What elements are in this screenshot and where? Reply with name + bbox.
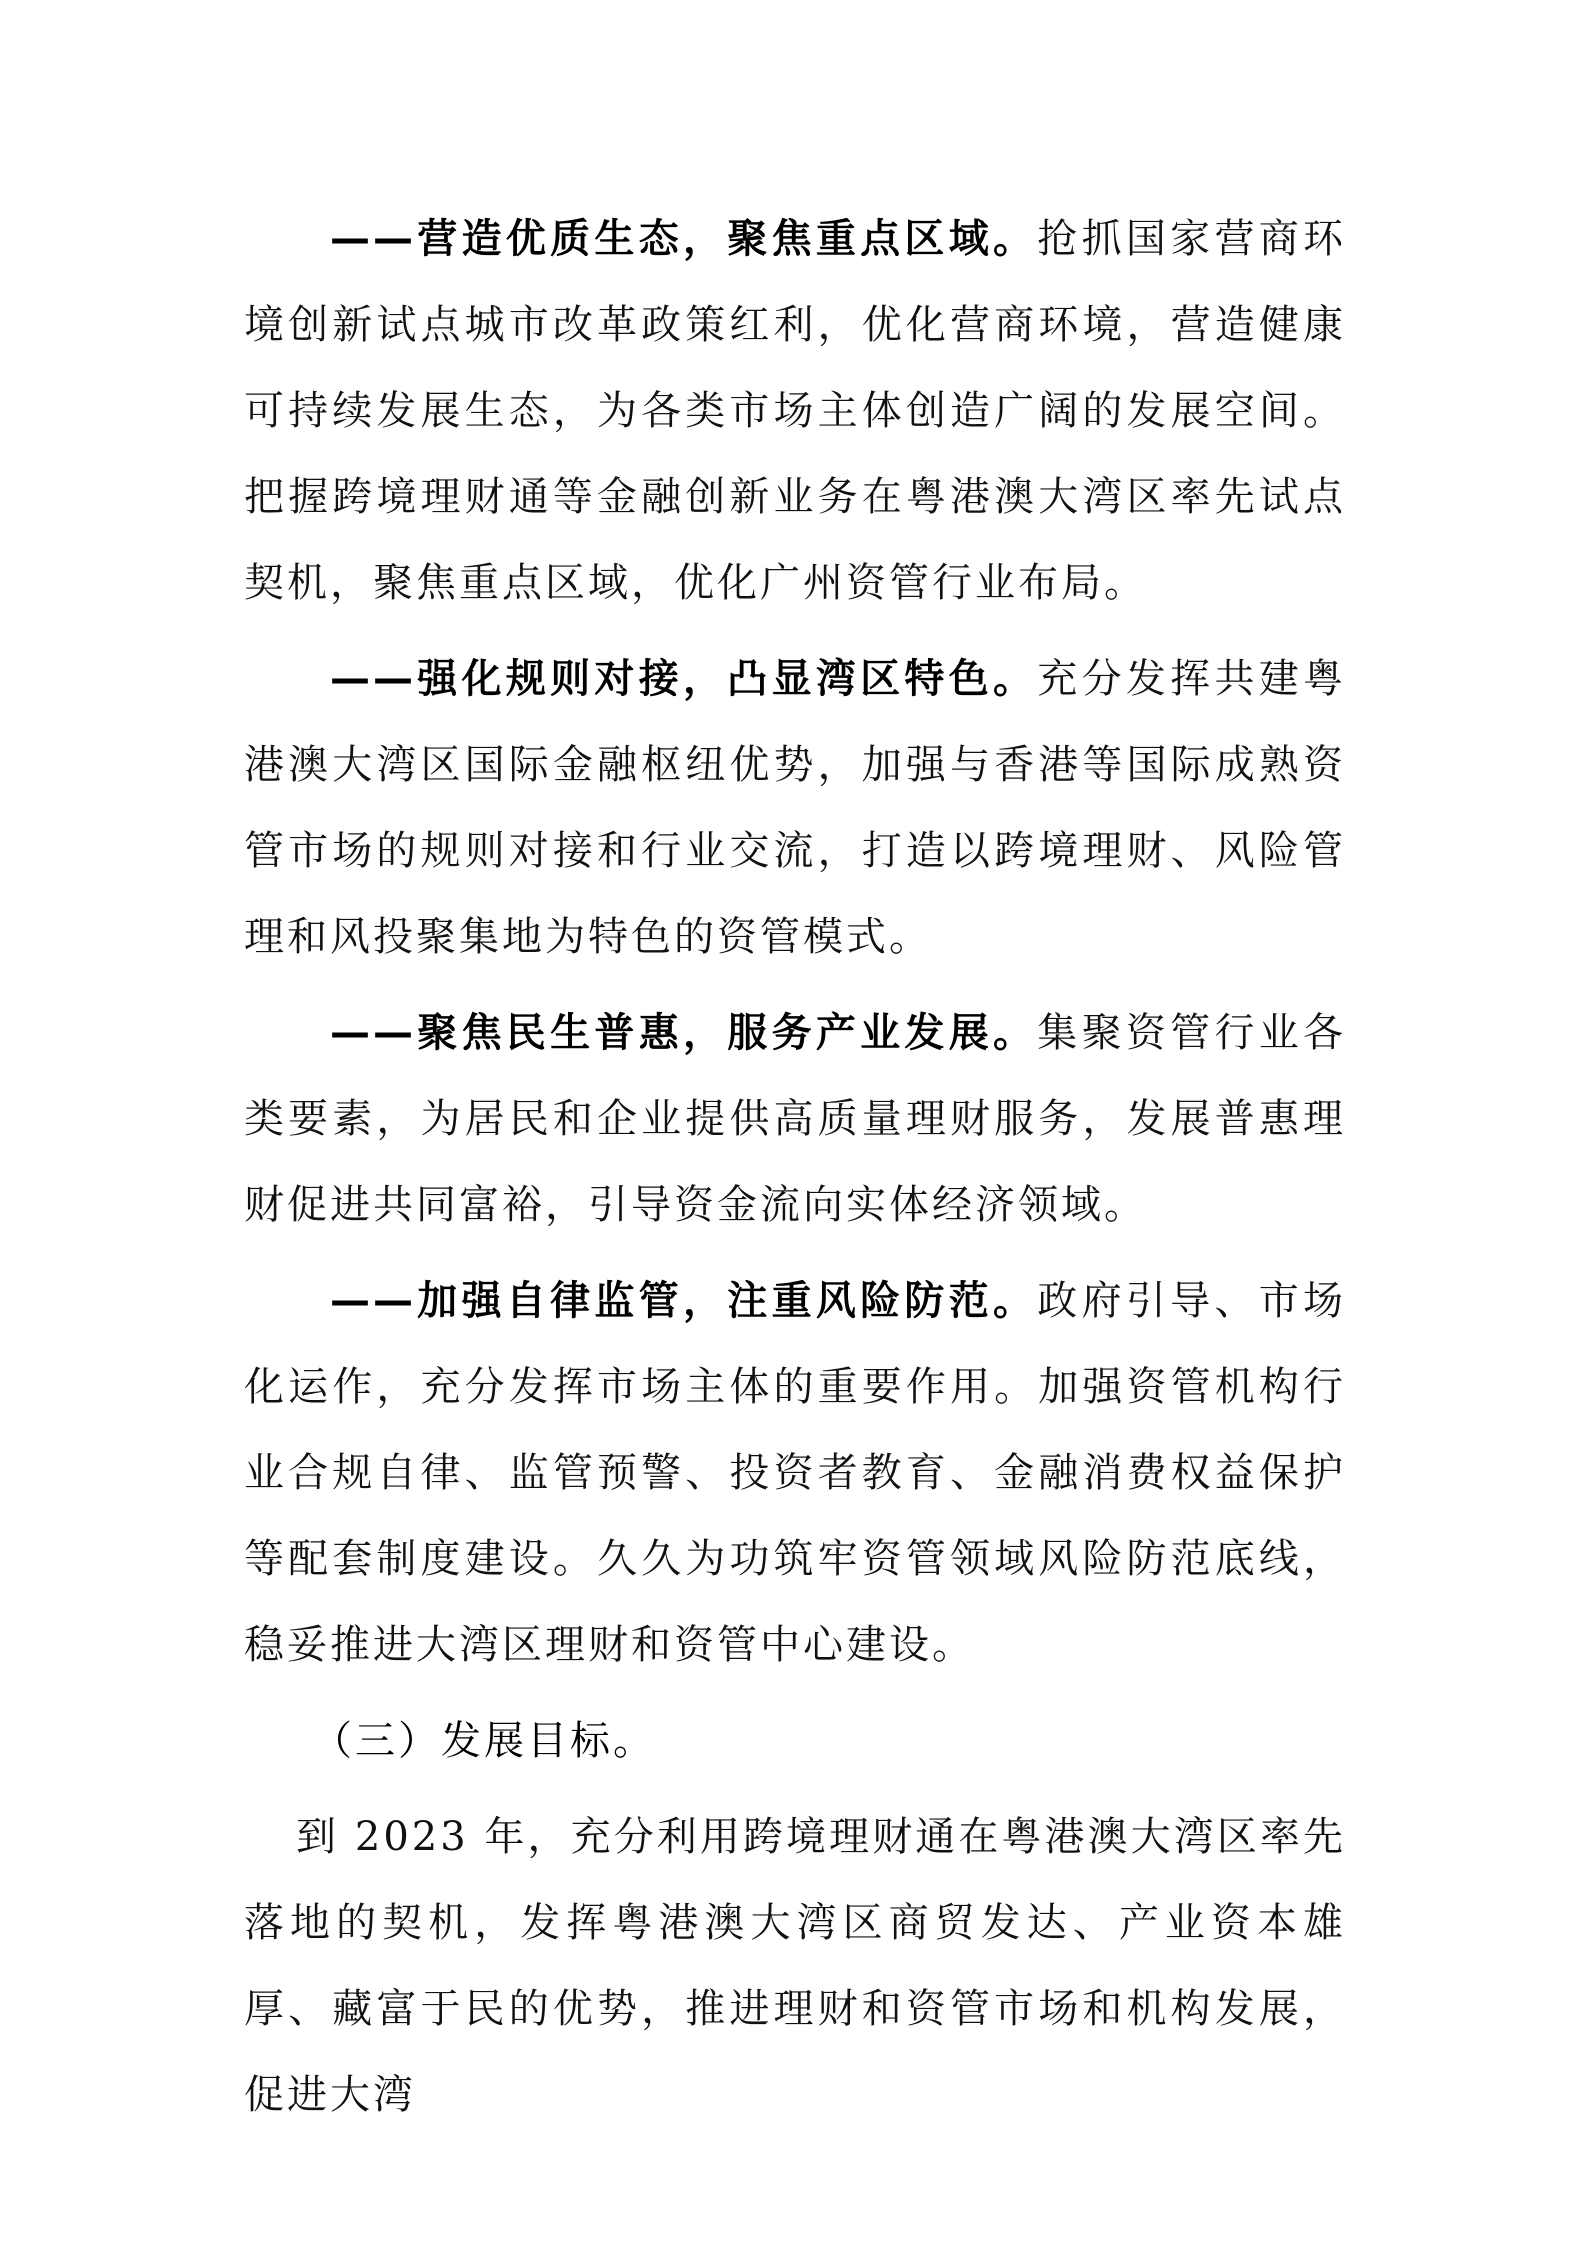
principle-lead-livelihood: ——聚焦民生普惠，服务产业发展。 [330,1010,1038,1056]
principle-body-regulation: 政府引导、市场化运作，充分发挥市场主体的重要作用。加强资管机构行业合规自律、监管预警、投资者教育、金融消费权益保护等配套制度建设。久久为功筑牢资管领域风险防范底线，稳妥推进大湾区理财和资管中心建设。 [244,1278,1347,1668]
goal-paragraph: 到 2023 年，充分利用跨境理财通在粤港澳大湾区率先落地的契机，发挥粤港澳大湾区商贸发达、产业资本雄厚、藏富于民的优势，推进理财和资管市场和机构发展，促进大湾 [244,1814,1346,2118]
principle-body-ecosystem: 抢抓国家营商环境创新试点城市改革政策红利，优化营商环境，营造健康可持续发展生态，为各类市场主体创造广阔的发展空间。把握跨境理财通等金融创新业务在粤港澳大湾区率先试点契机，聚焦重点区域，优化广州资管行业布局。 [244,216,1347,606]
section-heading-goals: （三）发展目标。 [312,1718,656,1764]
principle-lead-rules: ——强化规则对接，凸显湾区特色。 [330,656,1038,702]
principle-paragraph-rules [244,636,1346,980]
principle-lead-ecosystem: ——营造优质生态，聚焦重点区域。 [330,216,1038,262]
principle-body-rules: 充分发挥共建粤港澳大湾区国际金融枢纽优势，加强与香港等国际成熟资管市场的规则对接和行业交流，打造以跨境理财、风险管理和风投聚集地为特色的资管模式。 [244,656,1347,960]
principle-paragraph-livelihood [244,990,1346,1248]
principle-paragraph-ecosystem [244,196,1346,626]
principle-lead-regulation: ——加强自律监管，注重风险防范。 [330,1278,1038,1324]
principle-paragraph-regulation [244,1258,1346,1688]
document-page [244,196,1346,2148]
principle-body-livelihood: 集聚资管行业各类要素，为居民和企业提供高质量理财服务，发展普惠理财促进共同富裕，引导资金流向实体经济领域。 [244,1010,1347,1228]
